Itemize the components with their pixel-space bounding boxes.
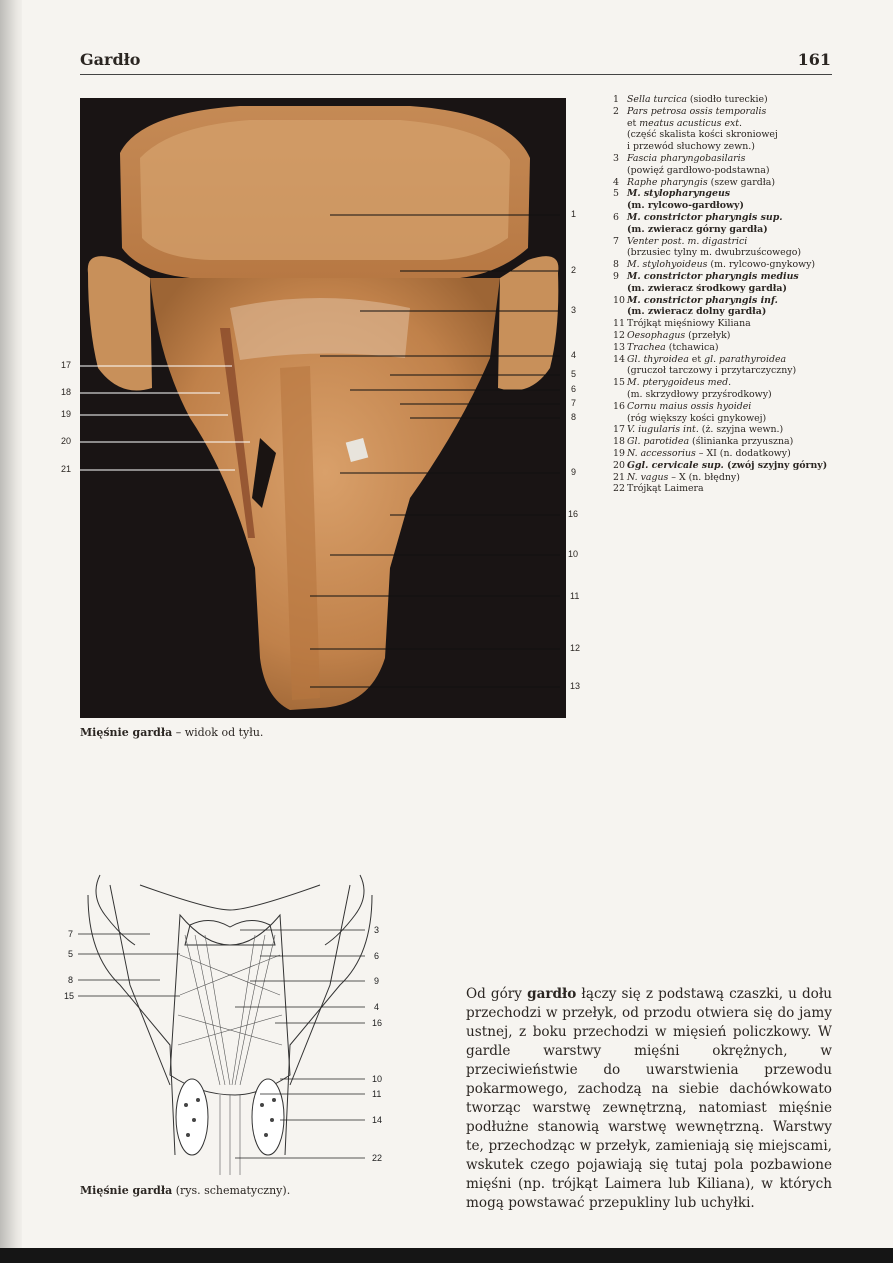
legend-number: 9 [613, 270, 619, 282]
legend-text: Trójkąt Laimera [627, 483, 704, 495]
photo-caption-rest: – widok od tyłu. [172, 726, 264, 739]
legend-text: (ślinianka przyuszna) [689, 436, 794, 448]
legend-latin-term: gl. parathyroidea [704, 353, 787, 365]
legend-number: 16 [613, 400, 625, 412]
legend-item-2 [613, 106, 863, 118]
photo-caption [80, 726, 263, 739]
legend-entry-text [627, 424, 783, 436]
legend-number: 1 [613, 94, 619, 105]
legend-number: 7 [613, 235, 619, 247]
legend-latin-term: Sella turcica [627, 94, 687, 105]
legend-item-1 [613, 94, 863, 106]
legend-text: (szew gardła) [707, 176, 775, 188]
legend-latin-term: M. stylopharyngeus [627, 188, 731, 200]
legend-entry-text [627, 212, 783, 224]
legend-entry-text [627, 188, 730, 200]
legend-latin-term: Trachea [627, 341, 666, 353]
photo-label-18: 18 [61, 387, 72, 397]
schematic-label-14: 14 [372, 1115, 383, 1125]
legend-number: 14 [613, 353, 625, 365]
legend-latin-term: Raphe pharyngis [627, 176, 708, 188]
legend-entry-text [627, 236, 747, 248]
photo-label-3: 3 [571, 305, 577, 315]
photo-label-11: 11 [570, 591, 580, 601]
photo-label-19: 19 [61, 409, 72, 419]
legend-text: (brzusiec tylny m. dwubrzuścowego) [627, 247, 802, 259]
legend-text: (ż. szyjna wewn.) [698, 424, 784, 436]
legend-item-18 [613, 436, 863, 448]
legend-entry-text [627, 259, 815, 271]
legend-item-3 [613, 153, 863, 165]
legend-item-19 [613, 448, 863, 460]
legend-number: 12 [613, 329, 625, 341]
running-header-title: Gardło [80, 50, 141, 69]
photo-label-2: 2 [571, 265, 577, 275]
legend-text: (m. skrzydłowy przyśrodkowy) [627, 388, 772, 400]
legend-item-22 [613, 483, 863, 495]
legend-item-continuation [613, 365, 863, 377]
schematic-label-5: 5 [68, 949, 74, 959]
legend-text: (róg większy kości gnykowej) [627, 412, 767, 424]
legend-entry-text [627, 483, 704, 495]
legend-text: (część skalista kości skroniowej [627, 129, 778, 141]
legend-entry-text [627, 106, 766, 118]
photo-label-20: 20 [61, 436, 72, 446]
legend-latin-term: M. pterygoideus med. [627, 377, 732, 389]
legend-latin-term: N. accessorius [627, 447, 696, 459]
legend-item-continuation [613, 283, 863, 295]
schematic-label-10: 10 [372, 1074, 383, 1084]
legend-item-13 [613, 342, 863, 354]
photo-label-7: 7 [571, 398, 577, 408]
legend-text: (przełyk) [685, 329, 731, 341]
legend-latin-term: Ggl. cervicale sup. [627, 459, 724, 471]
legend-item-continuation [613, 118, 863, 130]
legend-item-continuation [613, 224, 863, 236]
legend-item-7 [613, 236, 863, 248]
legend-item-continuation [613, 247, 863, 259]
photo-label-17: 17 [61, 360, 72, 370]
legend-number: 10 [613, 294, 625, 306]
legend-latin-term: M. constrictor pharyngis inf. [627, 294, 778, 306]
schematic-label-6: 6 [374, 951, 380, 961]
legend-number: 19 [613, 447, 625, 459]
schematic-caption-bold: Mięśnie gardła [80, 1184, 173, 1197]
legend-item-continuation [613, 413, 863, 425]
scan-edge [0, 1248, 893, 1263]
legend-latin-term: M. stylohyoideus [627, 259, 708, 271]
photo-label-13: 13 [570, 681, 581, 691]
legend-latin-term: N. vagus [627, 471, 669, 483]
legend-entry-text [627, 295, 778, 307]
legend-item-21 [613, 472, 863, 484]
schematic-label-9: 9 [374, 976, 380, 986]
legend-text: Trójkąt mięśniowy Kiliana [627, 318, 751, 330]
legend-text: (m. rylcowo-gardłowy) [627, 200, 744, 212]
legend-entry-text [627, 177, 775, 189]
schematic-label-16: 16 [372, 1018, 383, 1028]
legend-text: (tchawica) [665, 341, 719, 353]
legend-number: 20 [613, 459, 625, 471]
figure-legend [613, 94, 863, 495]
legend-latin-term: Venter post. m. digastrici [627, 235, 748, 247]
legend-number: 5 [613, 188, 619, 200]
legend-entry-text [627, 354, 786, 366]
schematic-label-4: 4 [374, 1002, 380, 1012]
legend-item-16 [613, 401, 863, 413]
photo-label-8: 8 [571, 412, 577, 422]
photo-label-9: 9 [571, 467, 577, 477]
legend-item-14 [613, 354, 863, 366]
legend-item-10 [613, 295, 863, 307]
legend-entry-text [627, 94, 768, 106]
legend-latin-term: M. constrictor pharyngis sup. [627, 211, 783, 223]
legend-text: – X (n. błędny) [668, 471, 740, 483]
legend-item-continuation [613, 129, 863, 141]
legend-number: 18 [613, 436, 625, 448]
legend-item-15 [613, 377, 863, 389]
legend-item-4 [613, 177, 863, 189]
legend-number: 11 [613, 318, 625, 330]
legend-entry-text [627, 377, 731, 389]
legend-text: (m. zwieracz środkowy gardła) [627, 282, 787, 294]
legend-entry-text [627, 318, 751, 330]
schematic-drawing [60, 855, 400, 1180]
legend-number: 3 [613, 152, 619, 164]
legend-entry-text [627, 436, 793, 448]
photo-label-5: 5 [571, 369, 577, 379]
legend-entry-text [627, 271, 799, 283]
photo-label-12: 12 [570, 643, 581, 653]
legend-latin-term: Cornu maius ossis hyoidei [627, 400, 752, 412]
legend-text: (m. zwieracz górny gardła) [627, 223, 768, 235]
photo-label-21: 21 [61, 464, 72, 474]
page-number: 161 [797, 50, 831, 69]
legend-text: (gruczoł tarczowy i przytarczyczny) [627, 365, 797, 377]
legend-latin-term: Gl. thyroidea [627, 353, 689, 365]
legend-number: 13 [613, 341, 625, 353]
legend-latin-term: Pars petrosa ossis temporalis [627, 105, 767, 117]
book-spine-shadow [0, 0, 24, 1263]
legend-item-11 [613, 318, 863, 330]
schematic-label-3: 3 [374, 925, 380, 935]
legend-text: i przewód słuchowy zewn.) [627, 141, 755, 153]
legend-item-continuation [613, 389, 863, 401]
legend-item-5 [613, 188, 863, 200]
legend-latin-term: V. iugularis int. [627, 424, 699, 436]
legend-text: et [627, 117, 640, 129]
legend-entry-text [627, 342, 719, 354]
schematic-label-8: 8 [68, 975, 74, 985]
legend-text: et [688, 353, 705, 365]
schematic-label-22: 22 [372, 1153, 383, 1163]
schematic-label-7: 7 [68, 929, 74, 939]
legend-item-continuation [613, 141, 863, 153]
dissection-photo [80, 98, 566, 718]
legend-item-6 [613, 212, 863, 224]
legend-latin-term: Oesophagus [627, 329, 686, 341]
body-paragraph [466, 985, 832, 1213]
schematic-label-11: 11 [372, 1089, 382, 1099]
schematic-caption [80, 1184, 290, 1197]
legend-latin-term: M. constrictor pharyngis medius [627, 270, 799, 282]
legend-number: 21 [613, 471, 625, 483]
legend-text: (powięź gardłowo-podstawna) [627, 164, 770, 176]
body-text-start: Od góry [466, 986, 528, 1002]
legend-text: – XI (n. dodatkowy) [695, 447, 791, 459]
photo-label-6: 6 [571, 384, 577, 394]
legend-item-continuation [613, 165, 863, 177]
legend-latin-term: Gl. parotidea [627, 436, 690, 448]
legend-item-12 [613, 330, 863, 342]
legend-text: (m. rylcowo-gnykowy) [707, 259, 816, 271]
legend-latin-term: meatus acusticus ext. [639, 117, 743, 129]
legend-item-continuation [613, 200, 863, 212]
schematic-label-15: 15 [64, 991, 75, 1001]
legend-entry-text [627, 460, 827, 472]
header-rule [80, 74, 832, 75]
legend-item-17 [613, 424, 863, 436]
legend-number: 2 [613, 105, 619, 117]
legend-text: (siodło tureckie) [686, 94, 768, 105]
legend-latin-term: Fascia pharyngobasilaris [627, 152, 746, 164]
legend-entry-text [627, 448, 791, 460]
legend-number: 15 [613, 377, 625, 389]
legend-item-continuation [613, 306, 863, 318]
skull-outline [140, 885, 320, 910]
body-term-gardlo: gardło [527, 986, 577, 1002]
legend-entry-text [627, 472, 740, 484]
photo-label-1: 1 [571, 209, 577, 219]
legend-entry-text [627, 401, 751, 413]
legend-number: 22 [613, 483, 625, 495]
legend-entry-text [627, 153, 745, 165]
legend-number: 4 [613, 176, 619, 188]
body-text-rest: łączy się z podstawą czaszki, u dołu przechodzi w przełyk, od przodu otwiera się do jamy ustnej, z boku przechodzi w mięsień policzkowy. W gardle warstwy mięśni okrężnych, w przeciwieństwie do uwarstwienia przewodu pokarmowego, zachodzą na siebie dachówkowato tworząc warstwę zewnętrzną, natomiast mięśnie podłużne stanowią warstwę wewnętrzną. Warstwy te, przechodząc w przełyk, zamieniają się miejscami, wskutek czego pojawiają się tutaj pola pozbawione mięśni (np. trójkąt Laimera lub Kiliana), w których mogą powstawać przepukliny lub uchyłki. [466, 986, 833, 1211]
schematic-caption-rest: (rys. schematyczny). [172, 1184, 291, 1197]
legend-number: 6 [613, 211, 619, 223]
photo-label-10: 10 [568, 549, 579, 559]
photo-caption-bold: Mięśnie gardła [80, 726, 173, 739]
photo-label-4: 4 [571, 350, 577, 360]
legend-entry-text [627, 330, 730, 342]
legend-number: 17 [613, 424, 625, 436]
legend-number: 8 [613, 259, 619, 271]
legend-text: (m. zwieracz dolny gardła) [627, 306, 767, 318]
legend-item-8 [613, 259, 863, 271]
legend-item-20 [613, 460, 863, 472]
legend-item-9 [613, 271, 863, 283]
photo-label-16: 16 [568, 509, 579, 519]
legend-text: (zwój szyjny górny) [723, 459, 828, 471]
